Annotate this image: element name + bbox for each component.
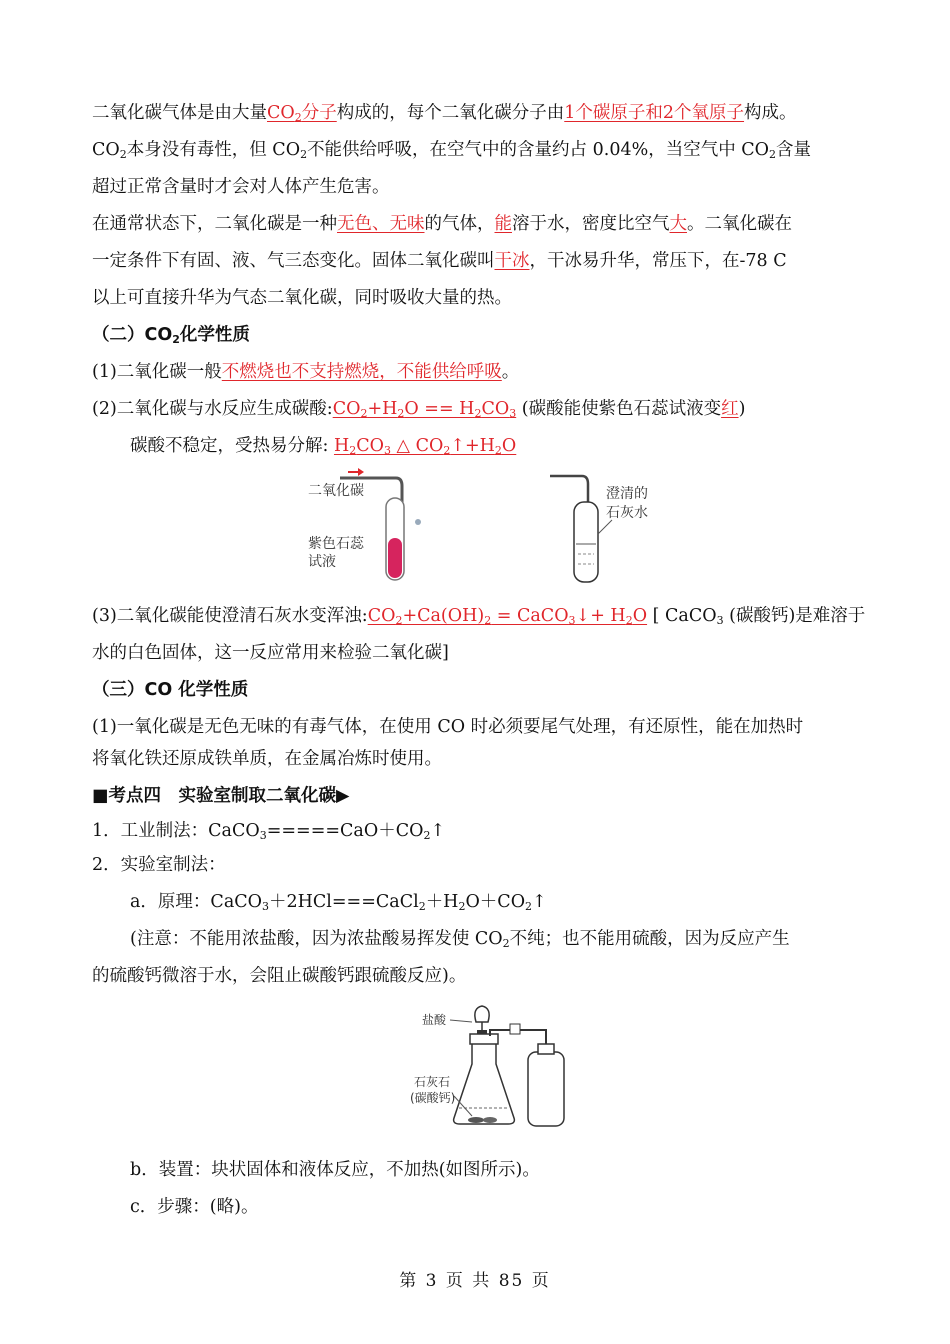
- answer-colorless: 无色、无味: [337, 214, 425, 234]
- answer-soluble: 能: [494, 214, 512, 234]
- item-co-properties-cont: 将氧化铁还原成铁单质，在金属冶炼时使用。: [92, 749, 442, 769]
- equation-limewater: $CO_2+Ca(OH)_2$ = CaCO$_3$↓+ $H_2O$: [367, 606, 648, 627]
- label-limewater: 澄清的: [606, 486, 648, 502]
- item-steps: c．步骤：(略)。: [130, 1197, 259, 1217]
- label-limestone: 石灰石: [414, 1075, 451, 1089]
- item-principle: a．原理：$CaCO_3+2HCl===CaCl_2+H_2O+CO_2↑$: [130, 892, 547, 913]
- item-co2-limewater-cont: 水的白色固体，这一反应常用来检验二氧化碳]: [92, 643, 449, 663]
- conical-flask: [454, 1034, 515, 1124]
- item-note: (注意：不能用浓盐酸，因为浓盐酸易挥发使 $CO_2$不纯；也不能用硫酸，因为反应产生: [130, 929, 790, 950]
- item-co2-limewater: (3)二氧化碳能使澄清石灰水变浑浊$:CO_2+Ca(OH)_2$ = CaCO$_3$↓+ $H_2O$ [ CaCO$_3$ (碳酸钙)是难溶于: [92, 606, 866, 627]
- item-co-properties: (1)一氧化碳是无色无味的有毒气体，在使用 CO 时必须要尾气处理，有还原性，能在加热时: [92, 717, 804, 737]
- paragraph-dry-ice: 一定条件下有固、液、气三态变化。固体二氧化碳叫干冰，干冰易升华，常压下，在-78 C: [92, 251, 787, 271]
- answer-atoms: 1个碳原子和2个氧原子: [564, 103, 745, 123]
- item-co2-water: (2)二氧化碳与水反应生成碳酸$:CO_2+H_2O == H_2CO_3$ (碳酸能使紫色石蕊试液变红): [92, 399, 746, 420]
- label-litmus-2: 试液: [308, 554, 336, 570]
- label-co2: 二氧化碳: [308, 483, 364, 499]
- label-acid: 盐酸: [422, 1013, 447, 1027]
- item-co2-combustion: (1)二氧化碳一般不燃烧也不支持燃烧，不能供给呼吸。: [92, 362, 520, 382]
- answer-combustion: 不燃烧也不支持燃烧，不能供给呼吸: [221, 362, 502, 382]
- label-limewater-2: 石灰水: [606, 505, 648, 521]
- litmus-test-tube: [308, 468, 421, 580]
- paragraph-co2-physical: 在通常状态下，二氧化碳是一种无色、无味的气体，能溶于水，密度比空气大。二氧化碳在: [92, 214, 792, 234]
- paragraph-co2-toxicity-cont: 超过正常含量时才会对人体产生危害。: [92, 177, 390, 197]
- equation-carbonic-acid: $CO_2+H_2O == H_2CO_3$: [332, 399, 517, 420]
- item-industrial: 1．工业制法：$CaCO_3=====CaO+CO_2↑$: [92, 821, 446, 842]
- answer-dry-ice: 干冰: [494, 251, 530, 271]
- item-note-cont: 的硫酸钙微溶于水，会阻止碳酸钙跟硫酸反应)。: [92, 966, 467, 986]
- item-apparatus: b．装置：块状固体和液体反应，不加热(如图所示)。: [130, 1160, 540, 1180]
- figure-co2-tests: [300, 462, 670, 588]
- heading-co-chemical: （三）CO 化学性质: [92, 680, 249, 700]
- answer-red: 红: [721, 399, 739, 419]
- answer-density: 大: [669, 214, 687, 234]
- label-limestone-2: (碳酸钙): [410, 1091, 456, 1105]
- figure-lab-apparatus: [410, 1000, 570, 1136]
- label-litmus: 紫色石蕊: [308, 536, 364, 552]
- answer-co2-molecule: $CO_2$分子: [267, 103, 337, 124]
- page-footer: 第 3 页 共 85 页: [399, 1271, 551, 1291]
- limewater-test-tube: [550, 476, 648, 582]
- paragraph-sublimation: 以上可直接升华为气态二氧化碳，同时吸收大量的热。: [92, 288, 512, 308]
- heading-lab-preparation: ■考点四 实验室制取二氧化碳▶: [92, 786, 350, 806]
- paragraph-co2-toxicity: $CO_2$本身没有毒性，但 $CO_2$不能供给呼吸，在空气中的含量约占 0.04%，当空气中 $CO_2$含量: [92, 140, 812, 161]
- gas-collection-bottle: [528, 1044, 564, 1126]
- item-carbonic-decompose: 碳酸不稳定，受热易分解: $H_2CO_3$ △ $CO_2↑+H_2O$: [130, 436, 517, 457]
- equation-decompose: $H_2CO_3$ △ $CO_2↑+H_2O$: [333, 436, 517, 457]
- heading-co2-chemical: （二）$CO_2$化学性质: [92, 325, 250, 346]
- item-lab-method: 2．实验室制法：: [92, 855, 226, 875]
- paragraph-co2-composition: 二氧化碳气体是由大量$CO_2$分子构成的，每个二氧化碳分子由1个碳原子和2个氧原子构成。: [92, 103, 797, 124]
